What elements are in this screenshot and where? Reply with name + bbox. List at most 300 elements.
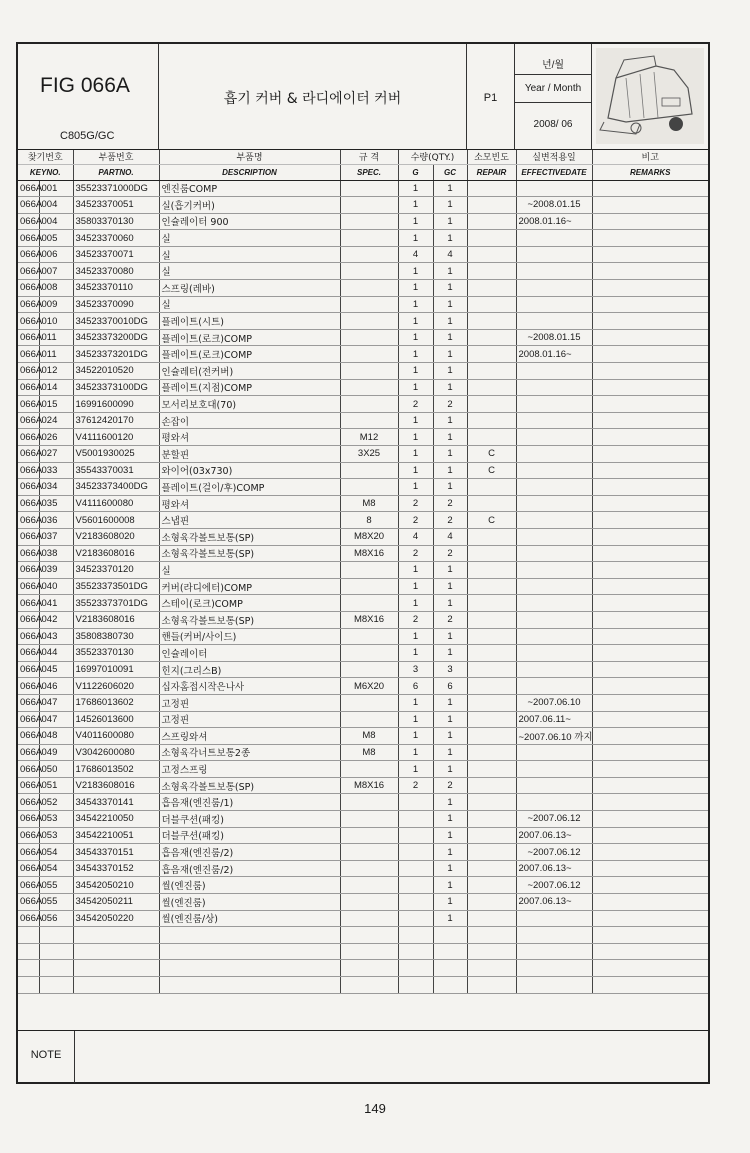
table-row (18, 960, 708, 977)
cell-partno: 34523373200DG (73, 329, 159, 346)
cell-effective-date (516, 595, 592, 612)
cell-fig: 066A (18, 280, 39, 297)
cell-qty-gc: 1 (433, 694, 467, 711)
cell-remarks (592, 694, 708, 711)
cell-keyno: 048 (39, 728, 73, 745)
fig-model: C805G/GC (60, 130, 115, 142)
cell-partno: 34542050210 (73, 877, 159, 894)
cell-qty-g: 6 (398, 678, 433, 695)
cell-effective-date: 2008.01.16~ (516, 213, 592, 230)
table-row (18, 479, 708, 496)
cell-fig: 066A (18, 811, 39, 828)
cell-remarks (592, 246, 708, 263)
cell-effective-date (516, 379, 592, 396)
table-row (18, 396, 708, 413)
cell-fig: 066A (18, 329, 39, 346)
cell-qty-g: 2 (398, 512, 433, 529)
cell-repair (467, 811, 516, 828)
cell-description: 평와셔 (159, 495, 340, 512)
cell-partno: 34523373201DG (73, 346, 159, 363)
cell-qty-g: 1 (398, 296, 433, 313)
cell-description: 고정핀 (159, 711, 340, 728)
cell-spec (340, 346, 398, 363)
cell-effective-date (516, 777, 592, 794)
cell-fig: 066A (18, 412, 39, 429)
table-row (18, 263, 708, 280)
cell-effective-date (516, 230, 592, 247)
col-repair-ko: 소모빈도 (467, 150, 516, 164)
cell-description: 씰(엔진룸) (159, 894, 340, 911)
cell-effective-date (516, 479, 592, 496)
cell-qty-gc: 1 (433, 628, 467, 645)
cell-repair (467, 396, 516, 413)
cell-partno: 35543370031 (73, 462, 159, 479)
cell-keyno: 014 (39, 379, 73, 396)
cell-remarks (592, 446, 708, 463)
cell-keyno: 042 (39, 611, 73, 628)
cell-remarks (592, 827, 708, 844)
cell-partno: 34523373100DG (73, 379, 159, 396)
cell-description: 흡음재(엔진룸/1) (159, 794, 340, 811)
cell-qty-g: 1 (398, 694, 433, 711)
cell-partno: 34523370110 (73, 280, 159, 297)
table-row (18, 230, 708, 247)
cell-keyno: 049 (39, 744, 73, 761)
cell-qty-g: 1 (398, 446, 433, 463)
cell-keyno: 044 (39, 645, 73, 662)
cell-spec: M8 (340, 744, 398, 761)
cell-qty-gc (433, 943, 467, 960)
cell-effective-date (516, 611, 592, 628)
cell-qty-gc: 1 (433, 877, 467, 894)
cell-keyno: 033 (39, 462, 73, 479)
cell-qty-g (398, 960, 433, 977)
cell-remarks (592, 562, 708, 579)
cell-effective-date (516, 794, 592, 811)
cell-qty-g: 1 (398, 329, 433, 346)
cell-effective-date (516, 296, 592, 313)
cell-remarks (592, 860, 708, 877)
cell-spec (340, 296, 398, 313)
cell-remarks (592, 977, 708, 994)
cell-remarks (592, 844, 708, 861)
cell-description: 소형육각볼트보통(SP) (159, 777, 340, 794)
cell-remarks (592, 661, 708, 678)
cell-partno: 16991600090 (73, 396, 159, 413)
cell-qty-gc: 1 (433, 412, 467, 429)
cell-qty-g: 2 (398, 545, 433, 562)
cell-remarks (592, 777, 708, 794)
cell-qty-g: 3 (398, 661, 433, 678)
cell-spec (340, 562, 398, 579)
cell-repair (467, 960, 516, 977)
cell-repair (467, 628, 516, 645)
cell-keyno: 006 (39, 246, 73, 263)
cell-fig: 066A (18, 844, 39, 861)
cell-qty-gc: 1 (433, 230, 467, 247)
cell-qty-g (398, 811, 433, 828)
cell-qty-gc: 1 (433, 844, 467, 861)
cell-qty-g: 1 (398, 628, 433, 645)
cell-repair (467, 346, 516, 363)
cell-description: 플레이트(시트) (159, 313, 340, 330)
cell-qty-g (398, 894, 433, 911)
cell-spec: M8 (340, 495, 398, 512)
cell-spec: M8X16 (340, 545, 398, 562)
cell-description: 흡음재(엔진룸/2) (159, 860, 340, 877)
cell-fig: 066A (18, 363, 39, 380)
cell-qty-g: 1 (398, 728, 433, 745)
cell-partno: 34542050220 (73, 910, 159, 927)
cell-spec (340, 894, 398, 911)
cell-partno: V4011600080 (73, 728, 159, 745)
cell-spec (340, 877, 398, 894)
table-row (18, 562, 708, 579)
cell-spec (340, 860, 398, 877)
cell-partno: 34542050211 (73, 894, 159, 911)
cell-remarks (592, 313, 708, 330)
cell-effective-date (516, 628, 592, 645)
cell-repair (467, 777, 516, 794)
cell-qty-gc: 1 (433, 379, 467, 396)
table-row (18, 495, 708, 512)
cell-fig: 066A (18, 296, 39, 313)
table-row (18, 379, 708, 396)
table-row (18, 894, 708, 911)
cell-description: 분할핀 (159, 446, 340, 463)
cell-keyno: 039 (39, 562, 73, 579)
cell-keyno: 053 (39, 811, 73, 828)
cell-spec (340, 329, 398, 346)
cell-effective-date: ~2008.01.15 (516, 197, 592, 214)
cell-effective-date (516, 446, 592, 463)
col-spec-ko: 규 격 (340, 150, 398, 164)
cell-remarks (592, 628, 708, 645)
cell-keyno (39, 977, 73, 994)
table-row (18, 296, 708, 313)
table-row (18, 844, 708, 861)
cell-effective-date (516, 960, 592, 977)
cell-qty-gc: 4 (433, 246, 467, 263)
cell-qty-g: 1 (398, 595, 433, 612)
cell-description: 십자홈접시작은나사 (159, 678, 340, 695)
cell-partno: V5601600008 (73, 512, 159, 529)
cell-keyno: 050 (39, 761, 73, 778)
table-row (18, 977, 708, 994)
cell-repair (467, 827, 516, 844)
cell-qty-gc: 1 (433, 296, 467, 313)
table-row (18, 611, 708, 628)
table-row (18, 462, 708, 479)
cell-keyno: 056 (39, 910, 73, 927)
cell-spec (340, 412, 398, 429)
table-row (18, 661, 708, 678)
cell-qty-gc: 3 (433, 661, 467, 678)
cell-qty-gc: 1 (433, 827, 467, 844)
cell-qty-gc: 2 (433, 777, 467, 794)
cell-qty-g (398, 877, 433, 894)
table-row (18, 512, 708, 529)
col-desc-ko: 부품명 (159, 150, 340, 164)
cell-effective-date: ~2007.06.12 (516, 844, 592, 861)
combine-harvester-illustration (596, 48, 704, 144)
cell-effective-date: 2007.06.13~ (516, 827, 592, 844)
cell-description: 고정스프링 (159, 761, 340, 778)
cell-remarks (592, 479, 708, 496)
col-remarks-en: REMARKS (592, 164, 708, 180)
cell-keyno: 054 (39, 860, 73, 877)
cell-fig: 066A (18, 678, 39, 695)
cell-qty-g: 2 (398, 777, 433, 794)
cell-repair (467, 495, 516, 512)
cell-keyno: 051 (39, 777, 73, 794)
cell-effective-date: ~2008.01.15 (516, 329, 592, 346)
cell-repair (467, 611, 516, 628)
cell-spec (340, 711, 398, 728)
cell-qty-gc: 1 (433, 346, 467, 363)
cell-qty-gc: 1 (433, 910, 467, 927)
cell-fig: 066A (18, 728, 39, 745)
note-label: NOTE (18, 1031, 75, 1083)
cell-effective-date: 2007.06.11~ (516, 711, 592, 728)
parts-table (18, 150, 708, 994)
cell-fig (18, 927, 39, 944)
cell-repair (467, 744, 516, 761)
cell-partno: 34543370152 (73, 860, 159, 877)
cell-qty-gc: 1 (433, 595, 467, 612)
cell-repair (467, 263, 516, 280)
cell-remarks (592, 213, 708, 230)
cell-description: 플레이트(로크)COMP (159, 346, 340, 363)
cell-fig (18, 977, 39, 994)
cell-remarks (592, 943, 708, 960)
cell-description: 인슐레이터 900 (159, 213, 340, 230)
cell-description: 소형육각볼트보통(SP) (159, 528, 340, 545)
cell-qty-g: 1 (398, 313, 433, 330)
cell-spec (340, 462, 398, 479)
cell-partno: V2183608016 (73, 777, 159, 794)
table-row (18, 927, 708, 944)
cell-fig: 066A (18, 263, 39, 280)
cell-description: 실 (159, 562, 340, 579)
cell-remarks (592, 495, 708, 512)
cell-description: 손잡이 (159, 412, 340, 429)
cell-keyno: 011 (39, 346, 73, 363)
cell-keyno: 005 (39, 230, 73, 247)
cell-effective-date (516, 429, 592, 446)
cell-remarks (592, 462, 708, 479)
page-cell (467, 44, 515, 150)
cell-repair (467, 661, 516, 678)
cell-partno: 35808380730 (73, 628, 159, 645)
cell-repair (467, 728, 516, 745)
cell-partno: 35803370130 (73, 213, 159, 230)
cell-description: 평와셔 (159, 429, 340, 446)
cell-partno: 35523371000DG (73, 180, 159, 197)
cell-remarks (592, 180, 708, 197)
cell-qty-gc (433, 960, 467, 977)
cell-remarks (592, 794, 708, 811)
cell-repair (467, 246, 516, 263)
cell-qty-g: 1 (398, 412, 433, 429)
table-row (18, 910, 708, 927)
cell-effective-date (516, 313, 592, 330)
cell-remarks (592, 927, 708, 944)
cell-repair (467, 429, 516, 446)
cell-repair (467, 794, 516, 811)
cell-remarks (592, 329, 708, 346)
table-row (18, 446, 708, 463)
cell-keyno: 010 (39, 313, 73, 330)
cell-fig: 066A (18, 777, 39, 794)
cell-partno: 34543370151 (73, 844, 159, 861)
cell-description: 실 (159, 263, 340, 280)
cell-effective-date (516, 396, 592, 413)
cell-spec (340, 910, 398, 927)
cell-effective-date (516, 495, 592, 512)
cell-qty-g: 1 (398, 363, 433, 380)
cell-partno: 37612420170 (73, 412, 159, 429)
cell-effective-date: ~2007.06.10 (516, 694, 592, 711)
table-row (18, 744, 708, 761)
cell-remarks (592, 711, 708, 728)
table-row (18, 811, 708, 828)
cell-description: 핸들(커버/사이드) (159, 628, 340, 645)
cell-description (159, 927, 340, 944)
cell-effective-date: ~2007.06.12 (516, 877, 592, 894)
cell-remarks (592, 728, 708, 745)
cell-partno: 34523370051 (73, 197, 159, 214)
cell-fig: 066A (18, 197, 39, 214)
table-row (18, 943, 708, 960)
cell-fig: 066A (18, 462, 39, 479)
cell-repair (467, 711, 516, 728)
cell-repair (467, 379, 516, 396)
cell-keyno: 043 (39, 628, 73, 645)
cell-fig (18, 960, 39, 977)
cell-spec (340, 595, 398, 612)
cell-remarks (592, 296, 708, 313)
cell-qty-gc: 1 (433, 213, 467, 230)
cell-keyno: 045 (39, 661, 73, 678)
cell-effective-date (516, 927, 592, 944)
cell-fig: 066A (18, 645, 39, 662)
cell-keyno: 047 (39, 694, 73, 711)
cell-effective-date (516, 744, 592, 761)
cell-qty-g: 1 (398, 197, 433, 214)
cell-qty-gc: 2 (433, 611, 467, 628)
cell-description: 모서리보호대(70) (159, 396, 340, 413)
cell-description: 플레이트(지점)COMP (159, 379, 340, 396)
cell-remarks (592, 280, 708, 297)
cell-spec (340, 263, 398, 280)
cell-spec (340, 761, 398, 778)
cell-qty-gc: 1 (433, 562, 467, 579)
column-header-row-ko (18, 150, 708, 164)
cell-keyno (39, 943, 73, 960)
cell-partno: V3042600080 (73, 744, 159, 761)
cell-repair (467, 197, 516, 214)
cell-description (159, 943, 340, 960)
cell-description: 스프링(레바) (159, 280, 340, 297)
cell-spec (340, 628, 398, 645)
cell-qty-gc: 1 (433, 860, 467, 877)
cell-effective-date (516, 910, 592, 927)
cell-spec: 8 (340, 512, 398, 529)
cell-remarks (592, 578, 708, 595)
cell-spec (340, 645, 398, 662)
cell-fig: 066A (18, 578, 39, 595)
cell-keyno: 041 (39, 595, 73, 612)
cell-repair (467, 363, 516, 380)
cell-description: 더블쿠션(패킹) (159, 811, 340, 828)
cell-repair (467, 977, 516, 994)
date-divider (515, 74, 591, 75)
cell-qty-gc: 1 (433, 280, 467, 297)
cell-effective-date (516, 943, 592, 960)
table-row (18, 827, 708, 844)
cell-qty-gc: 1 (433, 446, 467, 463)
table-row (18, 363, 708, 380)
cell-spec (340, 794, 398, 811)
cell-repair (467, 528, 516, 545)
cell-fig: 066A (18, 396, 39, 413)
cell-fig: 066A (18, 694, 39, 711)
cell-qty-g (398, 844, 433, 861)
cell-repair (467, 578, 516, 595)
cell-repair (467, 313, 516, 330)
cell-partno: 34542210050 (73, 811, 159, 828)
cell-fig: 066A (18, 661, 39, 678)
cell-description: 고정핀 (159, 694, 340, 711)
cell-repair (467, 844, 516, 861)
cell-qty-g: 1 (398, 711, 433, 728)
cell-remarks (592, 379, 708, 396)
cell-partno (73, 960, 159, 977)
cell-partno: 14526013600 (73, 711, 159, 728)
cell-qty-g: 1 (398, 562, 433, 579)
cell-keyno (39, 960, 73, 977)
cell-spec (340, 246, 398, 263)
cell-repair (467, 694, 516, 711)
cell-description: 힌지(그리스B) (159, 661, 340, 678)
cell-description (159, 977, 340, 994)
fig-description: 흡기 커버 & 라디에이터 커버 (223, 91, 402, 107)
table-row (18, 346, 708, 363)
cell-qty-g (398, 927, 433, 944)
cell-effective-date: ~2007.06.10 까지 (516, 728, 592, 745)
cell-spec (340, 661, 398, 678)
cell-description: 흡음재(엔진룸/2) (159, 844, 340, 861)
cell-fig: 066A (18, 562, 39, 579)
col-qty-ko: 수량(QTY.) (398, 150, 467, 164)
cell-repair (467, 595, 516, 612)
cell-qty-gc: 1 (433, 894, 467, 911)
cell-qty-gc: 2 (433, 495, 467, 512)
cell-effective-date (516, 263, 592, 280)
cell-description: 인슐레터(전커버) (159, 363, 340, 380)
cell-fig: 066A (18, 860, 39, 877)
cell-qty-g: 2 (398, 611, 433, 628)
cell-partno: 17686013602 (73, 694, 159, 711)
date-label-ko: 년/월 (541, 60, 565, 71)
cell-partno (73, 927, 159, 944)
cell-fig: 066A (18, 230, 39, 247)
cell-effective-date (516, 462, 592, 479)
cell-description: 스프링와셔 (159, 728, 340, 745)
table-row (18, 678, 708, 695)
table-row (18, 728, 708, 745)
